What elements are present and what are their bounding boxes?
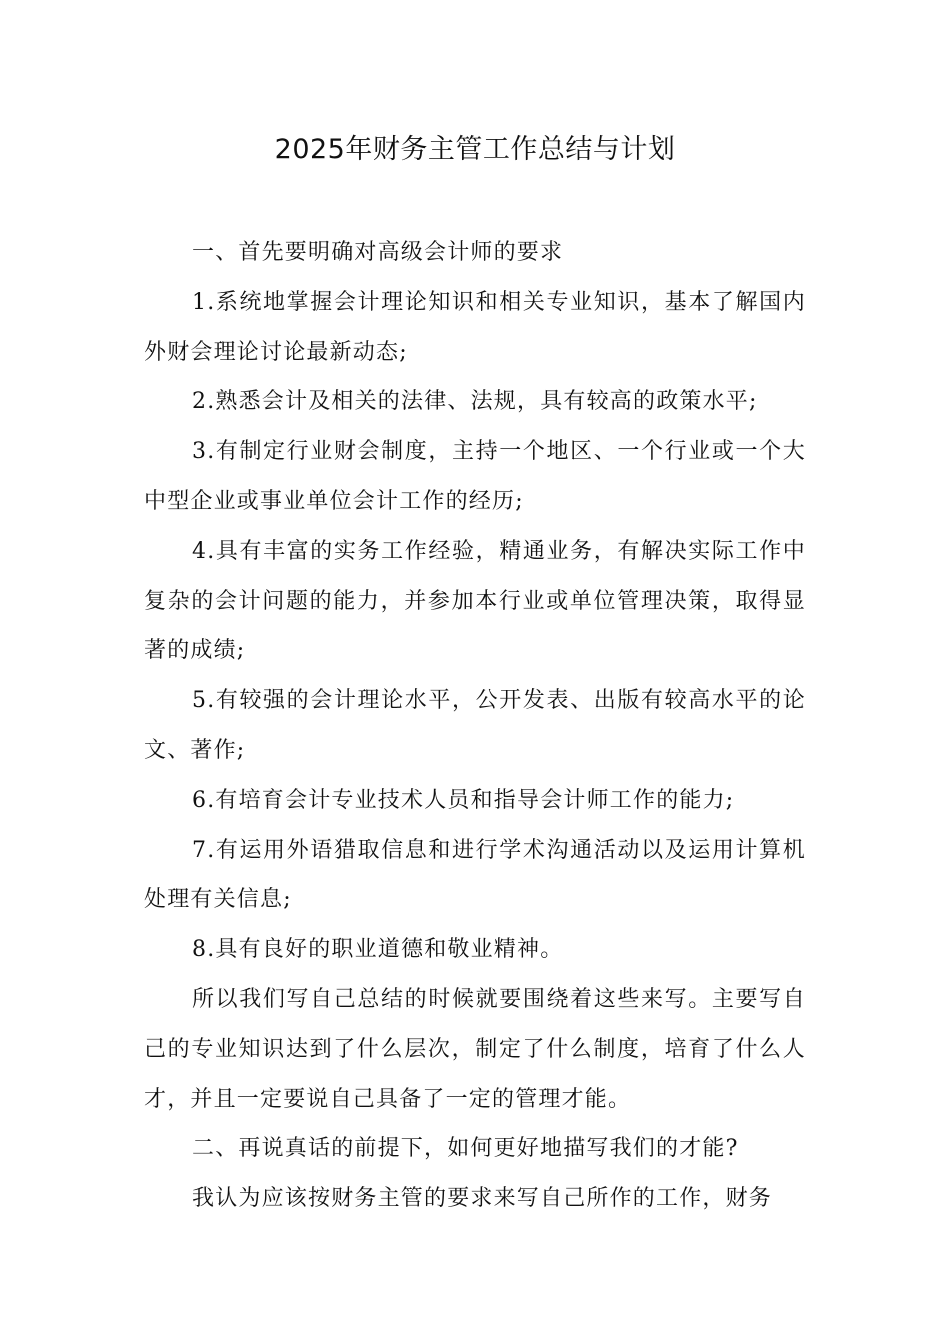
requirement-item-4: 4.具有丰富的实务工作经验，精通业务，有解决实际工作中复杂的会计问题的能力，并参加本行业或单位管理决策，取得显著的成绩;	[144, 538, 806, 664]
requirement-item-3: 3.有制定行业财会制度，主持一个地区、一个行业或一个大中型企业或事业单位会计工作的经历;	[144, 439, 806, 514]
document-title: 2025年财务主管工作总结与计划	[274, 134, 676, 165]
section-heading-2: 二、再说真话的前提下，如何更好地描写我们的才能?	[192, 1136, 739, 1162]
requirement-item-5: 5.有较强的会计理论水平，公开发表、出版有较高水平的论文、著作;	[144, 688, 806, 763]
section-heading-1: 一、首先要明确对高级会计师的要求	[192, 240, 564, 265]
requirement-item-6: 6.有培育会计专业技术人员和指导会计师工作的能力;	[192, 787, 735, 813]
requirement-item-8: 8.具有良好的职业道德和敬业精神。	[192, 937, 564, 963]
requirement-item-1: 1.系统地掌握会计理论知识和相关专业知识，基本了解国内外财会理论讨论最新动态;	[144, 289, 806, 365]
document-body	[144, 228, 806, 1224]
summary-paragraph: 所以我们写自己总结的时候就要围绕着这些来写。主要写自己的专业知识达到了什么层次，制定了什么制度，培育了什么人才，并且一定要说自己具备了一定的管理才能。	[144, 986, 806, 1112]
requirement-item-7: 7.有运用外语猎取信息和进行学术沟通活动以及运用计算机处理有关信息;	[144, 837, 806, 913]
body-paragraph: 我认为应该按财务主管的要求来写自己所作的工作，财务	[192, 1186, 773, 1212]
requirement-item-2: 2.熟悉会计及相关的法律、法规，具有较高的政策水平;	[192, 389, 758, 415]
